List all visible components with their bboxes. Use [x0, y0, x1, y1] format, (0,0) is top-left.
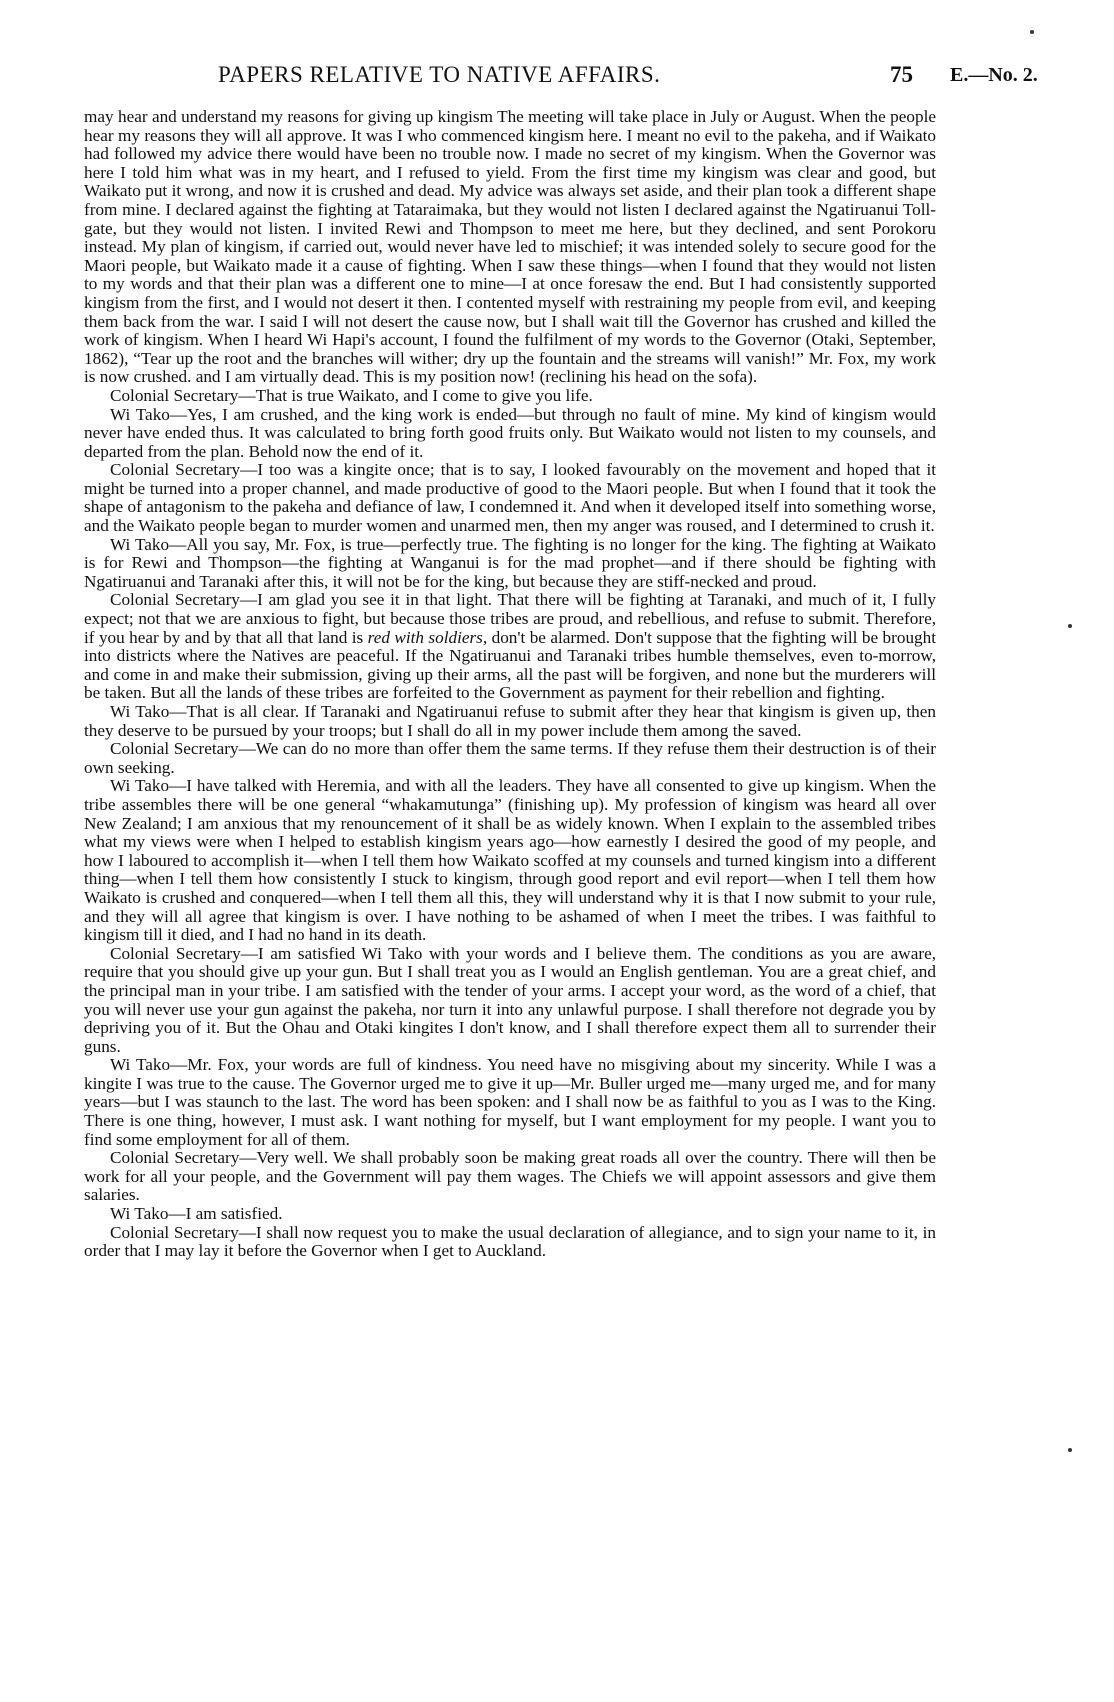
paragraph: Wi Tako—Yes, I am crushed, and the king work is ended—but through no fault of mine. My kind of kingism would never have ended thus. It was calculated to bring forth good fruits only. But Waikato would not listen to my counsels, and departed from the plan. Behold now the end of it.	[84, 404, 936, 461]
scan-speck	[1030, 30, 1034, 34]
paragraph: Wi Tako—That is all clear. If Taranaki and Ngatiruanui refuse to submit after they hear that kingism is given up, then they deserve to be pursued by your troops; but I shall do all in my power include them among the saved.	[84, 702, 936, 740]
paragraph: Wi Tako—Mr. Fox, your words are full of kindness. You need have no misgiving about my sincerity. While I was a kingite I was true to the cause. The Governor urged me to give it up—Mr. Buller urged me—many urged me, and for many years—but I was staunch to the last. The word has been spoken: and I shall now be as faithful to you as I was to the King. There is one thing, however, I must ask. I want nothing for myself, but I want employment for my people. I want you to find some employment for all of them.	[84, 1055, 936, 1149]
paragraph	[84, 591, 936, 703]
paragraph-text: Colonial Secretary—I am glad you see it in that light. That there will be fighting at Taranaki, and much of it, I fully expect; not that we are anxious to fight, but because those tribes are proud, and rebellious, and refuse to submit. Therefore, if you hear by and by that all that land is	[84, 590, 936, 647]
paragraph: Colonial Secretary—We can do no more than offer them the same terms. If they refuse them their destruction is of their own seeking.	[84, 739, 936, 777]
header-title: PAPERS RELATIVE TO NATIVE AFFAIRS.	[218, 62, 661, 87]
document-reference: E.—No. 2.	[950, 64, 1038, 86]
paragraph: may hear and understand my reasons for giving up kingism The meeting will take place in July or August. When the people hear my reasons they will all approve. It was I who commenced kingism here. I meant no evil to the pakeha, and if Waikato had followed my advice there would have been no trouble now. I made no secret of my kingism. When the Governor was here I told him what was in my heart, and I refused to yield. From the first time my kingism was clear and good, but Waikato put it wrong, and now it is crushed and dead. My advice was always set aside, and their plan took a different shape from mine. I declared against the fighting at Tataraimaka, but they would not listen I declared against the Ngatiruanui Toll-gate, but they would not listen. I invited Rewi and Thompson to meet me here, but they declined, and sent Porokoru instead. My plan of kingism, if carried out, would never have led to mischief; it was intended solely to secure good for the Maori people, but Waikato made it a cause of fighting. When I saw these things—when I found that they would not listen to my words and that their plan was a different one to mine—I at once foresaw the end. But I had consistently supported kingism from the first, and I would not desert it then. I contented myself with restraining my people from evil, and keeping them back from the war. I said I will not desert the cause now, but I shall wait till the Governor has crushed and killed the work of kingism. When I heard Wi Hapi's account, I found the fulfilment of my words to the Governor (Otaki, September, 1862), “Tear up the root and the branches will wither; dry up the fountain and the streams will vanish!” Mr. Fox, my work is now crushed. and I am virtually dead. This is my position now! (reclining his head on the sofa).	[84, 107, 936, 387]
paragraph: Colonial Secretary—Very well. We shall probably soon be making great roads all over the country. There will then be work for all your people, and the Government will pay them wages. The Chiefs we will appoint assessors and give them salaries.	[84, 1148, 936, 1205]
paragraph: Colonial Secretary—I shall now request you to make the usual declaration of allegiance, and to sign your name to it, in order that I may lay it before the Governor when I get to Auckland.	[84, 1222, 936, 1261]
running-header	[0, 62, 1114, 92]
paragraph: Wi Tako—All you say, Mr. Fox, is true—perfectly true. The fighting is no longer for the king. The fighting at Waikato is for Rewi and Thompson—the fighting at Wanganui is for the mad prophet—and if there should be fighting with Ngatiruanui and Taranaki after this, it will not be for the king, but because they are stiff-necked and proud.	[84, 534, 936, 591]
paragraph: Colonial Secretary—That is true Waikato, and I come to give you life.	[110, 385, 593, 405]
paragraph: Colonial Secretary—I am satisfied Wi Tako with your words and I believe them. The conditions as you are aware, require that you should give up your gun. But I shall treat you as I would an English gentleman. You are a great chief, and the principal man in your tribe. I am satisfied with the tender of your arms. I accept your word, as the word of a chief, that you will never use your gun against the pakeha, nor turn it into any unlawful purpose. I shall therefore not degrade you by depriving you of it. But the Ohau and Otaki kingites I don't know, and I shall therefore expect them all to surrender their guns.	[84, 943, 936, 1056]
paragraph: Colonial Secretary—I too was a kingite once; that is to say, I looked favourably on the movement and hoped that it might be turned into a proper channel, and made productive of good to the Maori people. But when I found that it took the shape of antagonism to the pakeha and defiance of law, I condemned it. And when it developed itself into something worse, and the Waikato people began to murder women and unarmed men, then my anger was roused, and I determined to crush it.	[84, 460, 936, 536]
paragraph: Wi Tako—I have talked with Heremia, and with all the leaders. They have all consented to give up kingism. When the tribe assembles there will be one general “whakamutunga” (finishing up). My profession of kingism was heard all over New Zealand; I am anxious that my renouncement of it shall be as widely known. When I explain to the assembled tribes what my views were when I helped to establish kingism years ago—how earnestly I desired the good of my people, and how I laboured to accomplish it—when I tell them how Waikato scoffed at my counsels and turned kingism into a different thing—when I tell them how consistently I stuck to kingism, through good report and evil report—when I tell them how Waikato is crushed and conquered—when I tell them all this, they will understand why it is that I now submit to your rule, and they will all agree that kingism is over. I have nothing to be ashamed of when I meet the tribes. I was faithful to kingism till it died, and I had no hand in its death.	[84, 776, 936, 945]
paragraph-text: don't be alarmed. Don't suppose that the fighting will be brought into districts where the Natives are peaceful. If the Ngatiruanui and Taranaki tribes humble themselves, even to-morrow, and come in and make their submission, giving up their arms, all the past will be forgiven, and none but the murderers will be taken. But all the lands of these tribes are forfeited to the Government as payment for their rebellion and fighting.	[84, 627, 937, 703]
page-number: 75	[890, 62, 913, 87]
scan-speck	[1068, 624, 1072, 628]
paragraph: Wi Tako—I am satisfied.	[110, 1204, 283, 1224]
italic-phrase: red with soldiers,	[367, 627, 488, 647]
scan-speck	[1068, 1448, 1072, 1452]
body-text	[84, 108, 936, 1261]
